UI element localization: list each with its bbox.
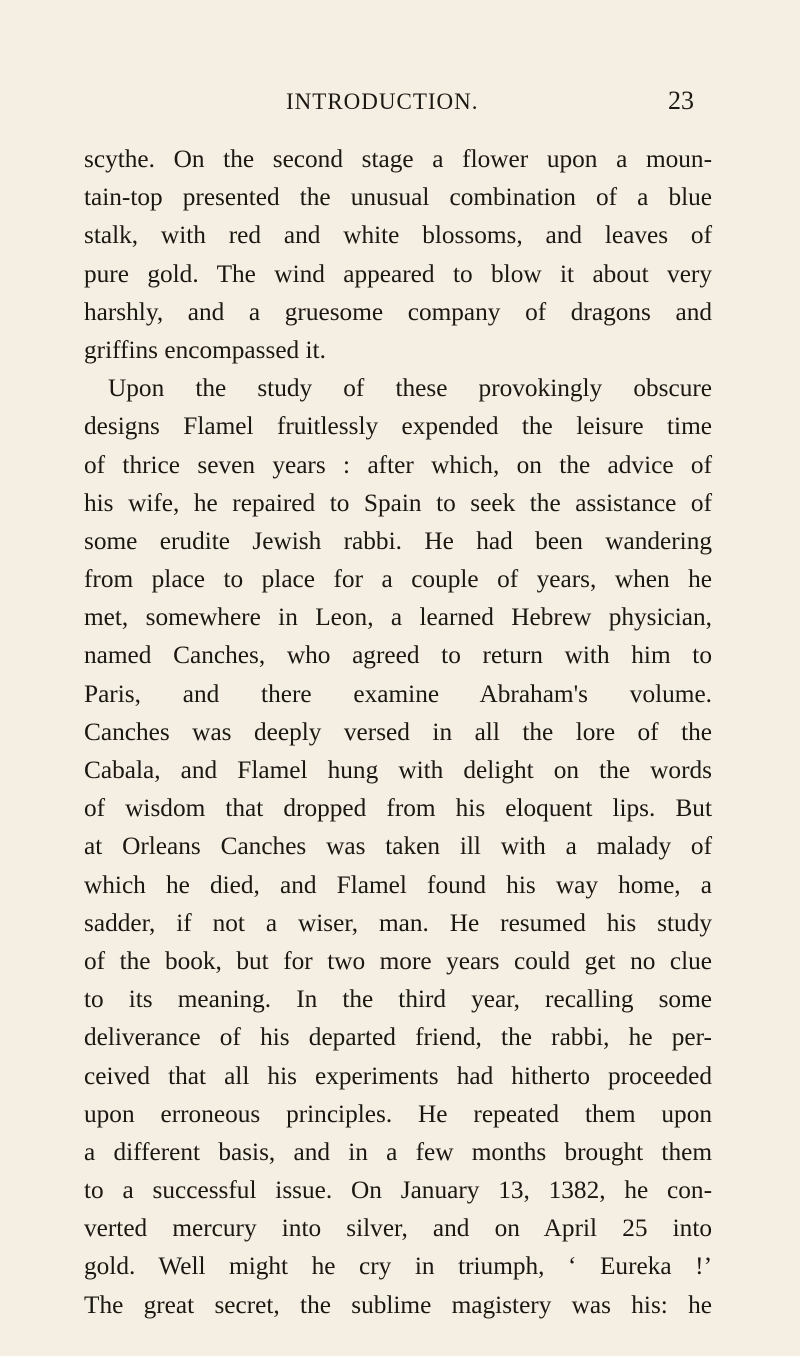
text-line: harshly, and a gruesome company of dragons and [84,297,712,326]
text-line: to its meaning. In the third year, recalling some [84,985,712,1014]
text-line: from place to place for a couple of years, when he [84,565,712,594]
text-line: Upon the study of these provokingly obscure [108,374,712,403]
text-line: Canches was deeply versed in all the lore of the [84,717,712,746]
text-line: The great secret, the sublime magistery was his: he [84,1290,712,1319]
text-line: met, somewhere in Leon, a learned Hebrew physician, [84,603,712,632]
text-line: of the book, but for two more years could get no clue [84,946,712,975]
text-line: which he died, and Flamel found his way home, a [84,870,712,899]
text-line: to a successful issue. On January 13, 1382, he con- [84,1176,712,1205]
text-line: a different basis, and in a few months brought them [84,1137,712,1166]
text-line: stalk, with red and white blossoms, and leaves of [84,221,712,250]
text-line: his wife, he repaired to Spain to seek the assistance of [84,488,712,517]
text-line: deliverance of his departed friend, the rabbi, he per- [84,1023,712,1052]
text-line: griffins encompassed it. [84,335,326,364]
text-line: some erudite Jewish rabbi. He had been wandering [84,526,712,555]
running-title: INTRODUCTION. [286,89,479,114]
text-line: at Orleans Canches was taken ill with a malady of [84,832,712,861]
text-line: Cabala, and Flamel hung with delight on the words [84,756,712,784]
text-line: upon erroneous principles. He repeated them upon [84,1099,712,1128]
text-line: gold. Well might he cry in triumph, ‘ Eureka !’ [84,1252,712,1281]
page-number: 23 [668,86,694,115]
text-line: of thrice seven years : after which, on the advice of [84,450,712,479]
text-line: designs Flamel fruitlessly expended the leisure time [84,412,712,441]
text-line: tain-top presented the unusual combination of a blue [84,183,712,212]
text-line: verted mercury into silver, and on April 25 into [84,1214,712,1243]
text-line: of wisdom that dropped from his eloquent lips. But [84,794,712,823]
text-line: pure gold. The wind appeared to blow it about very [84,259,712,288]
text-line: ceived that all his experiments had hitherto proceeded [84,1061,712,1090]
text-line: sadder, if not a wiser, man. He resumed his study [84,908,712,937]
text-line: scythe. On the second stage a flower upon a moun- [84,145,712,173]
text-line: Paris, and there examine Abraham's volume. [84,679,712,708]
text-line: named Canches, who agreed to return with him to [84,641,712,670]
body-text [84,140,712,1324]
